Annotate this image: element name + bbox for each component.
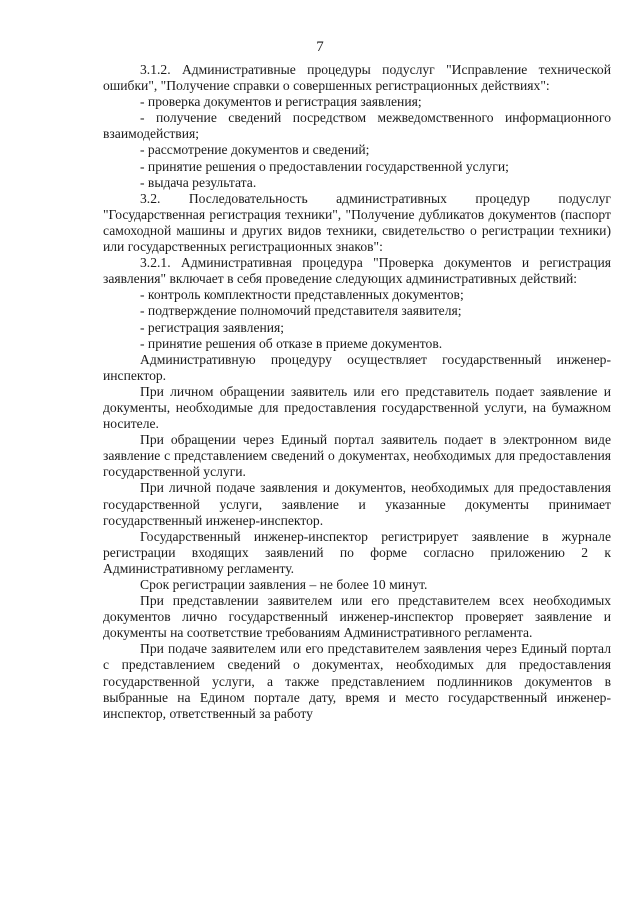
paragraph: При подаче заявителем или его представителем заявления через Единый портал с представлением сведений о документах, необходимых для предоставления государственной услуги, а также представлением подлинников документов в выбранные на Едином портале дату, время и место государственный инженер-инспектор, ответственный за работу bbox=[103, 641, 611, 721]
list-item: - выдача результата. bbox=[140, 174, 257, 190]
paragraph-3-2: 3.2. Последовательность административных процедур подуслуг "Государственная регистрация техники", "Получение дубликатов документов (паспорт самоходной машины и других видов техники, свидетельство о регистрации техники) или государственных регистрационных знаков": bbox=[103, 190, 611, 255]
list-item: - контроль комплектности представленных документов; bbox=[140, 287, 464, 303]
list-item: - рассмотрение документов и сведений; bbox=[140, 142, 370, 158]
paragraph: При представлении заявителем или его представителем всех необходимых документов лично государственный инженер-инспектор проверяет заявление и документы на соответствие требованиям Административного регламента. bbox=[103, 593, 611, 641]
list-item: - получение сведений посредством межведомственного информационного взаимодействия; bbox=[103, 110, 611, 142]
paragraph: При личном обращении заявитель или его представитель подает заявление и документы, необходимые для предоставления государственной услуги, на бумажном носителе. bbox=[103, 383, 611, 432]
list-item: - принятие решения об отказе в приеме документов. bbox=[140, 335, 443, 351]
paragraph: Срок регистрации заявления – не более 10 минут. bbox=[140, 577, 428, 592]
list-item: - подтверждение полномочий представителя заявителя; bbox=[140, 303, 462, 319]
paragraph: При обращении через Единый портал заявитель подает в электронном виде заявление с представлением сведений о документах, необходимых для предоставления государственной услуги. bbox=[103, 432, 611, 480]
paragraph: При личной подаче заявления и документов, необходимых для предоставления государственной услуги, заявление и указанные документы принимает государственный инженер-инспектор. bbox=[103, 480, 611, 528]
list-item: - принятие решения о предоставлении государственной услуги; bbox=[140, 158, 509, 174]
paragraph-3-2-1: 3.2.1. Административная процедура "Проверка документов и регистрация заявления" включает в себя проведение следующих административных действий: bbox=[103, 255, 611, 287]
paragraph: Государственный инженер-инспектор регистрирует заявление в журнале регистрации входящих заявлений по форме согласно приложению 2 к Административному регламенту. bbox=[103, 528, 611, 576]
list-item: - проверка документов и регистрация заявления; bbox=[140, 94, 422, 110]
page-number: 7 bbox=[316, 39, 324, 55]
document-body bbox=[103, 62, 611, 722]
paragraph: Административную процедуру осуществляет государственный инженер-инспектор. bbox=[103, 351, 611, 383]
paragraph-3-1-2: 3.1.2. Административные процедуры подуслуг "Исправление технической ошибки", "Получение справки о совершенных регистрационных действиях": bbox=[103, 62, 611, 94]
list-item: - регистрация заявления; bbox=[140, 319, 285, 335]
